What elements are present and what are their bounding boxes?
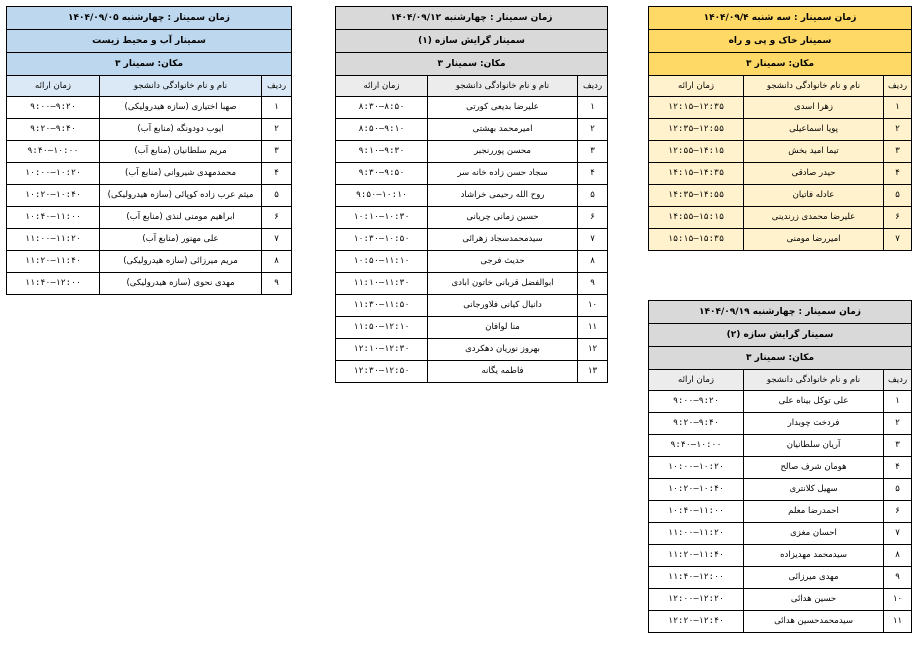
- presentation-time: ۱۰:۲۰–۱۰:۴۰: [7, 185, 100, 207]
- presentation-time: ۱۰:۲۰–۱۰:۴۰: [649, 479, 744, 501]
- presentation-time: ۹:۰۰–۹:۲۰: [649, 391, 744, 413]
- table-row: [649, 501, 912, 523]
- header-row-title: [649, 30, 912, 53]
- presentation-time: ۱۱:۴۰–۱۲:۰۰: [7, 273, 100, 295]
- row-number: ۱: [578, 97, 608, 119]
- student-name: سهیل کلانتری: [744, 479, 884, 501]
- row-number: ۱: [884, 97, 912, 119]
- presentation-time: ۱۰:۳۰–۱۰:۵۰: [336, 229, 428, 251]
- student-name: روح الله رحیمی خراشاد: [428, 185, 578, 207]
- row-number: ۲: [578, 119, 608, 141]
- seminar-place: مکان: سمینار ۳: [336, 53, 608, 76]
- seminar-place: مکان: سمینار ۳: [649, 347, 912, 370]
- presentation-time: ۱۱:۲۰–۱۱:۴۰: [7, 251, 100, 273]
- table-row: [336, 207, 608, 229]
- table-row: [649, 185, 912, 207]
- row-number: ۱۱: [884, 611, 912, 633]
- table-row: [649, 163, 912, 185]
- header-row-time: [649, 301, 912, 324]
- student-name: مریم میرزائی (سازه هیدرولیکی): [100, 251, 262, 273]
- student-name: حسین زمانی چریانی: [428, 207, 578, 229]
- table-row: [336, 229, 608, 251]
- student-name: حسین هدائی: [744, 589, 884, 611]
- column-header-row: [336, 76, 608, 97]
- header-row-time: [336, 7, 608, 30]
- presentation-time: ۹:۰۰–۹:۲۰: [7, 97, 100, 119]
- seminar-place: مکان: سمینار ۳: [7, 53, 292, 76]
- presentation-time: ۱۰:۰۰–۱۰:۲۰: [649, 457, 744, 479]
- student-name: سیدمحمدحسین هدائی: [744, 611, 884, 633]
- table-row: [7, 141, 292, 163]
- presentation-time: ۹:۲۰–۹:۴۰: [7, 119, 100, 141]
- student-name: امیررضا مومنی: [744, 229, 884, 251]
- row-number: ۱۲: [578, 339, 608, 361]
- seminar-time: زمان سمینار : سه شنبه ۱۴۰۴/۰۹/۴: [649, 7, 912, 30]
- table-row: [336, 295, 608, 317]
- presentation-time: ۱۲:۱۵–۱۲:۳۵: [649, 97, 744, 119]
- column-header-row: [649, 76, 912, 97]
- header-row-place: [649, 53, 912, 76]
- student-name: احمدرضا معلم: [744, 501, 884, 523]
- header-row-time: [7, 7, 292, 30]
- presentation-time: ۱۱:۱۰–۱۱:۳۰: [336, 273, 428, 295]
- student-name: سیدمحمد مهدیزاده: [744, 545, 884, 567]
- student-name: میثم عرب زاده کوپائی (سازه هیدرولیکی): [100, 185, 262, 207]
- table-row: [336, 119, 608, 141]
- presentation-time: ۹:۴۰–۱۰:۰۰: [649, 435, 744, 457]
- schedule-table-structure-1: [335, 6, 608, 383]
- row-number: ۶: [884, 207, 912, 229]
- seminar-title: سمینار آب و محیط زیست: [7, 30, 292, 53]
- presentation-time: ۹:۲۰–۹:۴۰: [649, 413, 744, 435]
- table-row: [7, 251, 292, 273]
- presentation-time: ۱۱:۵۰–۱۲:۱۰: [336, 317, 428, 339]
- table-row: [649, 567, 912, 589]
- student-name: سجاد حسن زاده خانه سر: [428, 163, 578, 185]
- table-row: [336, 361, 608, 383]
- student-name: حدیث فرجی: [428, 251, 578, 273]
- presentation-time: ۱۰:۰۰–۱۰:۲۰: [7, 163, 100, 185]
- table-row: [649, 229, 912, 251]
- student-name: ابراهیم مومنی لنذی (منابع آب): [100, 207, 262, 229]
- row-number: ۲: [884, 119, 912, 141]
- presentation-time: ۱۱:۲۰–۱۱:۴۰: [649, 545, 744, 567]
- presentation-time: ۹:۵۰–۱۰:۱۰: [336, 185, 428, 207]
- row-number: ۲: [884, 413, 912, 435]
- col-header-presentation-time: زمان ارائه: [649, 76, 744, 97]
- presentation-time: ۸:۵۰–۹:۱۰: [336, 119, 428, 141]
- seminar-time: زمان سمینار : چهارشنبه ۱۴۰۴/۰۹/۱۹: [649, 301, 912, 324]
- col-header-student-name: نام و نام خانوادگی دانشجو: [744, 370, 884, 391]
- student-name: علی مهنور (منابع آب): [100, 229, 262, 251]
- presentation-time: ۱۲:۱۰–۱۲:۳۰: [336, 339, 428, 361]
- row-number: ۱: [262, 97, 292, 119]
- student-name: بهروز نوریان دهکردی: [428, 339, 578, 361]
- table-row: [336, 339, 608, 361]
- table-row: [649, 141, 912, 163]
- row-number: ۷: [262, 229, 292, 251]
- col-header-row-number: ردیف: [884, 76, 912, 97]
- col-header-presentation-time: زمان ارائه: [649, 370, 744, 391]
- table-row: [7, 163, 292, 185]
- student-name: عادله فاتیان: [744, 185, 884, 207]
- presentation-time: ۱۲:۲۰–۱۲:۴۰: [649, 611, 744, 633]
- student-name: محسن پوررنجبر: [428, 141, 578, 163]
- student-name: آریان سلطانیان: [744, 435, 884, 457]
- col-header-row-number: ردیف: [884, 370, 912, 391]
- presentation-time: ۱۲:۳۵–۱۲:۵۵: [649, 119, 744, 141]
- student-name: مهدی نحوی (سازه هیدرولیکی): [100, 273, 262, 295]
- presentation-time: ۱۱:۳۰–۱۱:۵۰: [336, 295, 428, 317]
- header-row-place: [7, 53, 292, 76]
- table-row: [649, 207, 912, 229]
- header-row-title: [7, 30, 292, 53]
- student-name: علیرضا بدیعی کورتی: [428, 97, 578, 119]
- row-number: ۹: [884, 567, 912, 589]
- table-row: [7, 273, 292, 295]
- column-header-row: [7, 76, 292, 97]
- row-number: ۸: [578, 251, 608, 273]
- presentation-time: ۱۱:۴۰–۱۲:۰۰: [649, 567, 744, 589]
- presentation-time: ۱۲:۳۰–۱۲:۵۰: [336, 361, 428, 383]
- column-header-row: [649, 370, 912, 391]
- presentation-time: ۱۴:۳۵–۱۴:۵۵: [649, 185, 744, 207]
- student-name: علی توکل بیناه علی: [744, 391, 884, 413]
- student-name: مهدی میرزائی: [744, 567, 884, 589]
- student-name: سیدمحمدسجاد زهرائی: [428, 229, 578, 251]
- student-name: مریم سلطانیان (منابع آب): [100, 141, 262, 163]
- seminar-place: مکان: سمینار ۳: [649, 53, 912, 76]
- row-number: ۱۰: [884, 589, 912, 611]
- schedule-table-soil: [648, 6, 912, 251]
- row-number: ۳: [884, 141, 912, 163]
- presentation-time: ۹:۴۰–۱۰:۰۰: [7, 141, 100, 163]
- table-row: [336, 97, 608, 119]
- row-number: ۳: [262, 141, 292, 163]
- table-row: [336, 317, 608, 339]
- row-number: ۴: [262, 163, 292, 185]
- table-row: [336, 141, 608, 163]
- table-row: [7, 119, 292, 141]
- student-name: دانیال کیانی فلاورجانی: [428, 295, 578, 317]
- header-row-place: [649, 347, 912, 370]
- presentation-time: ۱۰:۱۰–۱۰:۳۰: [336, 207, 428, 229]
- presentation-time: ۱۲:۵۵–۱۴:۱۵: [649, 141, 744, 163]
- table-row: [336, 273, 608, 295]
- row-number: ۶: [578, 207, 608, 229]
- presentation-time: ۱۱:۰۰–۱۱:۲۰: [7, 229, 100, 251]
- student-name: احسان مغزی: [744, 523, 884, 545]
- presentation-time: ۹:۳۰–۹:۵۰: [336, 163, 428, 185]
- table-row: [649, 457, 912, 479]
- table-row: [649, 391, 912, 413]
- col-header-student-name: نام و نام خانوادگی دانشجو: [744, 76, 884, 97]
- table-row: [649, 523, 912, 545]
- seminar-title: سمینار خاک و پی و راه: [649, 30, 912, 53]
- header-row-time: [649, 7, 912, 30]
- row-number: ۴: [884, 457, 912, 479]
- student-name: پویا اسماعیلی: [744, 119, 884, 141]
- col-header-presentation-time: زمان ارائه: [7, 76, 100, 97]
- student-name: ایوب دودونگه (منابع آب): [100, 119, 262, 141]
- row-number: ۵: [578, 185, 608, 207]
- row-number: ۱: [884, 391, 912, 413]
- student-name: صهبا اختیاری (سازه هیدرولیکی): [100, 97, 262, 119]
- schedule-table-structure-2: [648, 300, 912, 633]
- presentation-time: ۱۵:۱۵–۱۵:۳۵: [649, 229, 744, 251]
- col-header-student-name: نام و نام خانوادگی دانشجو: [428, 76, 578, 97]
- header-row-title: [649, 324, 912, 347]
- table-row: [7, 97, 292, 119]
- student-name: فردخت چوبدار: [744, 413, 884, 435]
- student-name: علیرضا محمدی زرندینی: [744, 207, 884, 229]
- row-number: ۷: [884, 523, 912, 545]
- table-row: [649, 589, 912, 611]
- table-row: [7, 207, 292, 229]
- row-number: ۴: [578, 163, 608, 185]
- table-row: [336, 251, 608, 273]
- table-row: [649, 97, 912, 119]
- student-name: فاطمه یگانه: [428, 361, 578, 383]
- table-row: [649, 119, 912, 141]
- row-number: ۵: [262, 185, 292, 207]
- presentation-time: ۸:۳۰–۸:۵۰: [336, 97, 428, 119]
- seminar-time: زمان سمینار : چهارشنبه ۱۴۰۴/۰۹/۰۵: [7, 7, 292, 30]
- schedule-table-water: [6, 6, 292, 295]
- student-name: محمدمهدی شیروانی (منابع آب): [100, 163, 262, 185]
- row-number: ۱۱: [578, 317, 608, 339]
- student-name: امیرمحمد بهشتی: [428, 119, 578, 141]
- presentation-time: ۱۲:۰۰–۱۲:۲۰: [649, 589, 744, 611]
- presentation-time: ۹:۱۰–۹:۳۰: [336, 141, 428, 163]
- seminar-title: سمینار گرایش سازه (۱): [336, 30, 608, 53]
- presentation-time: ۱۴:۵۵–۱۵:۱۵: [649, 207, 744, 229]
- row-number: ۱۰: [578, 295, 608, 317]
- presentation-time: ۱۰:۵۰–۱۱:۱۰: [336, 251, 428, 273]
- row-number: ۵: [884, 479, 912, 501]
- row-number: ۷: [884, 229, 912, 251]
- student-name: حیدر صادقی: [744, 163, 884, 185]
- student-name: زهرا اسدی: [744, 97, 884, 119]
- table-row: [649, 413, 912, 435]
- row-number: ۴: [884, 163, 912, 185]
- presentation-time: ۱۰:۴۰–۱۱:۰۰: [7, 207, 100, 229]
- student-name: هومان شرف صالح: [744, 457, 884, 479]
- table-row: [7, 185, 292, 207]
- table-row: [649, 545, 912, 567]
- table-row: [649, 479, 912, 501]
- row-number: ۱۳: [578, 361, 608, 383]
- row-number: ۹: [578, 273, 608, 295]
- row-number: ۳: [578, 141, 608, 163]
- presentation-time: ۱۱:۰۰–۱۱:۲۰: [649, 523, 744, 545]
- row-number: ۸: [884, 545, 912, 567]
- table-row: [649, 611, 912, 633]
- header-row-place: [336, 53, 608, 76]
- presentation-time: ۱۴:۱۵–۱۴:۳۵: [649, 163, 744, 185]
- student-name: تیما امید بخش: [744, 141, 884, 163]
- row-number: ۵: [884, 185, 912, 207]
- col-header-presentation-time: زمان ارائه: [336, 76, 428, 97]
- row-number: ۹: [262, 273, 292, 295]
- header-row-title: [336, 30, 608, 53]
- row-number: ۶: [884, 501, 912, 523]
- presentation-time: ۱۰:۴۰–۱۱:۰۰: [649, 501, 744, 523]
- row-number: ۳: [884, 435, 912, 457]
- col-header-row-number: ردیف: [578, 76, 608, 97]
- seminar-time: زمان سمینار : چهارشنبه ۱۴۰۴/۰۹/۱۲: [336, 7, 608, 30]
- table-row: [649, 435, 912, 457]
- student-name: ابوالفضل قربانی خاتون ابادی: [428, 273, 578, 295]
- table-row: [336, 163, 608, 185]
- row-number: ۷: [578, 229, 608, 251]
- table-row: [7, 229, 292, 251]
- col-header-row-number: ردیف: [262, 76, 292, 97]
- col-header-student-name: نام و نام خانوادگی دانشجو: [100, 76, 262, 97]
- row-number: ۶: [262, 207, 292, 229]
- student-name: منا لوافان: [428, 317, 578, 339]
- table-row: [336, 185, 608, 207]
- row-number: ۸: [262, 251, 292, 273]
- row-number: ۲: [262, 119, 292, 141]
- seminar-title: سمینار گرایش سازه (۲): [649, 324, 912, 347]
